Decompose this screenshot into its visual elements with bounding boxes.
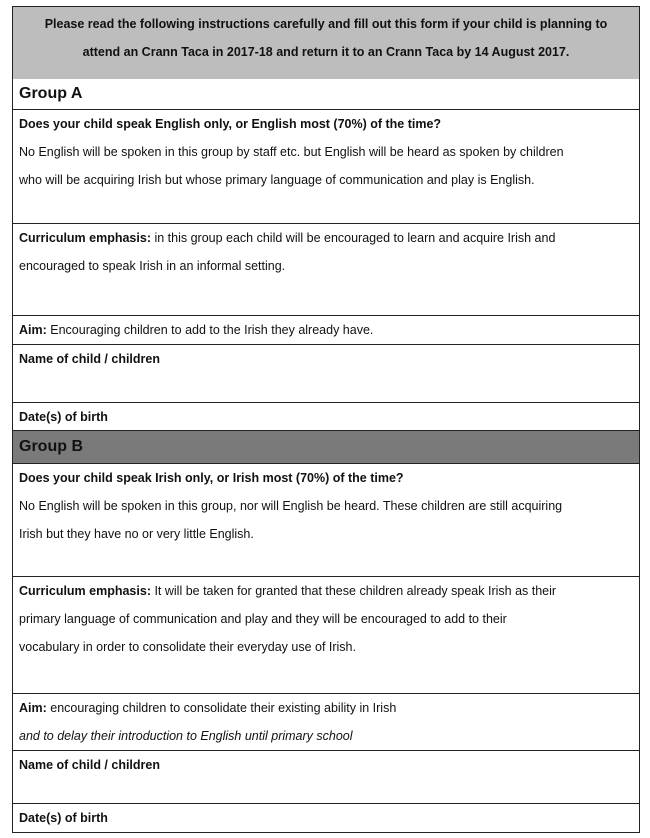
group-a-dob-label: Date(s) of birth	[19, 410, 108, 424]
group-a-curriculum-line-1	[19, 224, 633, 252]
group-a-dob-field[interactable]	[13, 403, 639, 431]
group-a-name-field[interactable]	[13, 345, 639, 403]
group-b-curriculum-line-3: vocabulary in order to consolidate their everyday use of Irish.	[19, 640, 356, 654]
group-b-heading: Group B	[13, 431, 639, 464]
group-a-description-line-2: who will be acquiring Irish but whose primary language of communication and play is English.	[19, 173, 535, 187]
group-a-aim-row	[13, 316, 639, 345]
group-a-curriculum-label: Curriculum emphasis:	[19, 231, 151, 245]
group-b-curriculum-line-2: primary language of communication and play and they will be encouraged to add to their	[19, 612, 507, 626]
group-b-dob-label: Date(s) of birth	[19, 811, 108, 825]
group-a-curriculum-line-2: encouraged to speak Irish in an informal setting.	[19, 259, 286, 273]
group-b-aim-label: Aim:	[19, 701, 47, 715]
group-a-curriculum-text-1: in this group each child will be encouraged to learn and acquire Irish and	[150, 231, 556, 245]
group-a-question-block	[13, 110, 639, 224]
group-b-name-field[interactable]	[13, 751, 639, 804]
group-b-curriculum-line-1	[19, 577, 633, 605]
group-b-aim-text: encouraging children to consolidate their existing ability in Irish	[46, 701, 397, 715]
group-b-aim-line-2: and to delay their introduction to English until primary school	[19, 729, 353, 743]
group-b-aim-line-1	[19, 694, 633, 722]
group-a-aim-text: Encouraging children to add to the Irish they already have.	[46, 323, 374, 337]
enrolment-form	[12, 6, 640, 833]
group-a-curriculum-block	[13, 224, 639, 316]
group-b-curriculum-text-1: It will be taken for granted that these children already speak Irish as their	[150, 584, 557, 598]
group-b-question: Does your child speak Irish only, or Irish most (70%) of the time?	[19, 471, 404, 485]
instructions-line-2: attend an Crann Taca in 2017-18 and return it to an Crann Taca by 14 August 2017.	[82, 45, 570, 59]
group-b-aim-row	[13, 694, 639, 751]
group-a-question: Does your child speak English only, or English most (70%) of the time?	[19, 117, 442, 131]
group-a-aim-label: Aim:	[19, 323, 47, 337]
instructions-line-1: Please read the following instructions carefully and fill out this form if your child is planning to	[44, 17, 608, 31]
form-instructions	[13, 7, 639, 79]
group-b-curriculum-label: Curriculum emphasis:	[19, 584, 151, 598]
group-b-name-label: Name of child / children	[19, 758, 160, 772]
group-b-question-block	[13, 464, 639, 577]
group-b-curriculum-block	[13, 577, 639, 694]
group-b-description-line-2: Irish but they have no or very little English.	[19, 527, 254, 541]
group-a-heading: Group A	[13, 79, 639, 110]
group-b-dob-field[interactable]	[13, 804, 639, 832]
group-a-description-line-1: No English will be spoken in this group by staff etc. but English will be heard as spoken by children	[19, 145, 564, 159]
group-a-name-label: Name of child / children	[19, 352, 160, 366]
group-b-description-line-1: No English will be spoken in this group, nor will English be heard. These children are still acquiring	[19, 499, 563, 513]
